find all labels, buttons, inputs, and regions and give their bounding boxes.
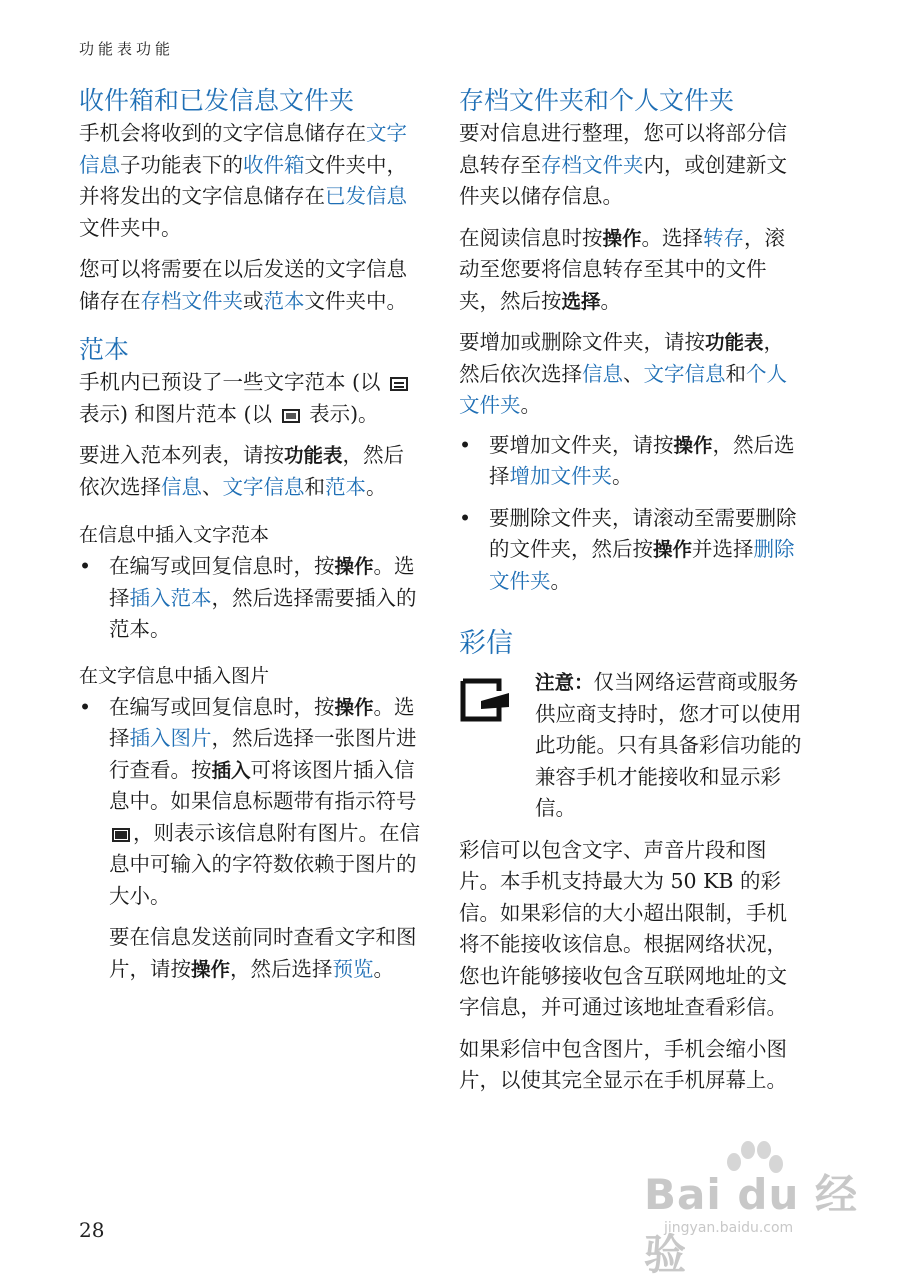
link-templates[interactable]: 范本 xyxy=(263,288,305,313)
page-number: 28 xyxy=(79,1218,105,1242)
link-messages[interactable]: 信息 xyxy=(582,361,623,386)
right-column xyxy=(459,84,804,1097)
paragraph: 如果彩信中包含图片，手机会缩小图片，以使其完全显示在手机屏幕上。 xyxy=(459,1036,787,1092)
paragraph: 要对信息进行整理，您可以将部分信息转存至存档文件夹内，或创建新文件夹以储存信息。 xyxy=(459,121,787,208)
watermark-url: jingyan.baidu.com xyxy=(664,1220,794,1236)
list-item: • 在编写或回复信息时，按操作。选择插入范本，然后选择需要插入的范本。 xyxy=(79,554,417,641)
subsection-title-insert-text-template: 在信息中插入文字范本 xyxy=(79,524,270,546)
paragraph: 要进入范本列表，请按功能表，然后依次选择信息、文字信息和范本。 xyxy=(79,443,405,499)
watermark-logo: Bai du 经验 xyxy=(644,1170,858,1279)
link-inbox[interactable]: 收件箱 xyxy=(243,152,305,177)
section-title-inbox-sent: 收件箱和已发信息文件夹 xyxy=(79,86,355,115)
link-templates[interactable]: 范本 xyxy=(325,474,366,499)
note-hand-icon xyxy=(459,677,515,723)
section-title-archive-personal: 存档文件夹和个人文件夹 xyxy=(459,86,735,115)
bullet-list xyxy=(79,692,424,913)
link-preview[interactable]: 预览 xyxy=(332,956,374,981)
bullet-list xyxy=(79,551,424,646)
link-sent-items[interactable]: 已发信息 xyxy=(325,184,407,208)
list-item: • 要删除文件夹，请滚动至需要删除的文件夹，然后按操作并选择删除文件夹。 xyxy=(459,505,797,593)
paragraph: 手机内已预设了一些文字范本 (以 表示) 和图片范本 (以 表示)。 xyxy=(79,367,424,430)
link-my-folders[interactable]: 个人文件夹 xyxy=(459,361,787,417)
list-item: • 在编写或回复信息时，按操作。选择插入图片，然后选择一张图片进行查看。按插入可将该图片插入信息中。如果信息标题带有指示符号 ，则表示该信息附有图片。在信息中可输入的字符数依赖于图片的大小。 xyxy=(79,694,420,908)
baidu-jingyan-watermark xyxy=(644,1146,874,1279)
paragraph: 在阅读信息时按操作。选择转存，滚动至您要将信息转存至其中的文件夹，然后按选择。 xyxy=(459,225,786,313)
paragraph: 要在信息发送前同时查看文字和图片，请按操作，然后选择预览。 xyxy=(109,925,417,981)
left-column xyxy=(79,84,424,985)
picture-indicator-icon xyxy=(112,828,130,842)
section-title-templates: 范本 xyxy=(79,335,130,364)
link-text-messages[interactable]: 文字信息 xyxy=(79,121,407,177)
link-insert-template[interactable]: 插入范本 xyxy=(129,585,212,610)
link-archive-folder[interactable]: 存档文件夹 xyxy=(541,152,644,177)
link-add-folder[interactable]: 增加文件夹 xyxy=(509,464,612,488)
picture-template-icon xyxy=(282,409,300,423)
link-text-messages[interactable]: 文字信息 xyxy=(222,474,305,499)
list-item: • 要增加文件夹，请按操作，然后选择增加文件夹。 xyxy=(459,432,795,488)
paragraph: 要增加或删除文件夹，请按功能表，然后依次选择信息、文字信息和个人文件夹。 xyxy=(459,330,787,417)
link-text-messages[interactable]: 文字信息 xyxy=(643,361,726,386)
link-messages[interactable]: 信息 xyxy=(161,474,202,499)
paragraph: 手机会将收到的文字信息储存在文字信息子功能表下的收件箱文件夹中，并将发出的文字信息储存在已发信息文件夹中。 xyxy=(79,121,407,240)
section-title-mms: 彩信 xyxy=(459,628,513,659)
paragraph: 您可以将需要在以后发送的文字信息储存在存档文件夹或范本文件夹中。 xyxy=(79,257,407,313)
running-header: 功能表功能 xyxy=(79,40,175,58)
paragraph: 彩信可以包含文字、声音片段和图片。本手机支持最大为 50 KB 的彩信。如果彩信的大小超出限制，手机将不能接收该信息。根据网络状况，您也许能够接收包含互联网地址的文字信息，并可通过该地址查看彩信。 xyxy=(459,837,787,1019)
note-text: 注意：仅当网络运营商或服务供应商支持时，您才可以使用此功能。只有具备彩信功能的兼容手机才能接收和显示彩信。 xyxy=(535,670,802,820)
link-insert-picture[interactable]: 插入图片 xyxy=(129,726,212,750)
text-template-icon xyxy=(390,377,408,391)
link-delete-folder[interactable]: 删除文件夹 xyxy=(489,537,795,593)
bullet-list xyxy=(459,430,804,598)
note-block xyxy=(459,667,804,825)
link-archive-folder[interactable]: 存档文件夹 xyxy=(140,288,243,313)
link-move[interactable]: 转存 xyxy=(703,225,745,250)
subsection-title-insert-picture: 在文字信息中插入图片 xyxy=(79,664,270,687)
